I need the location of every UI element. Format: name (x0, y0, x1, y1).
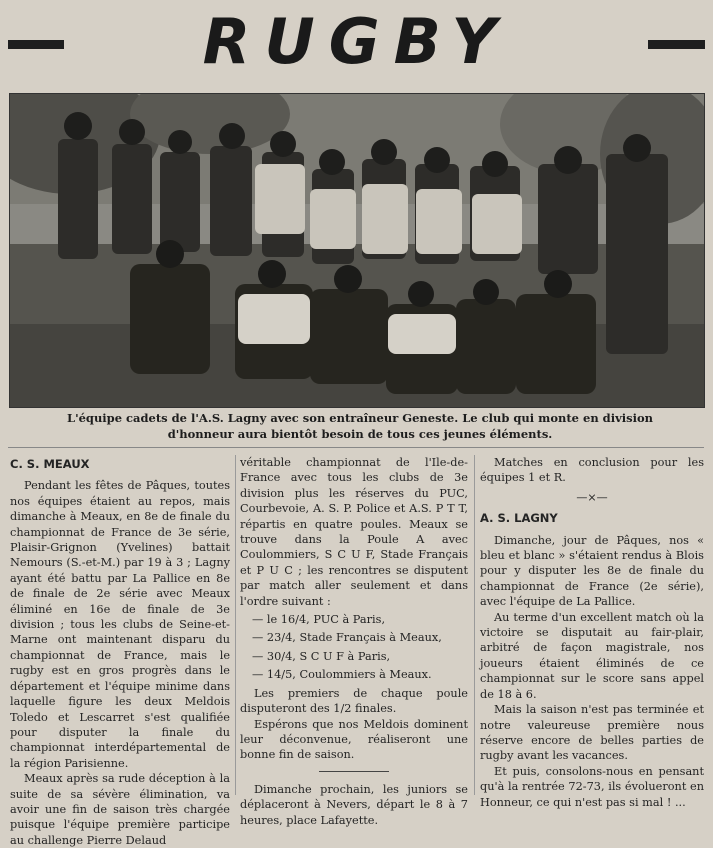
paragraph: Les premiers de chaque poule disputeront des 1/2 finales. (240, 686, 468, 716)
heading-as-lagny: A. S. LAGNY (480, 511, 558, 526)
right-rule-bar (648, 40, 705, 49)
x-separator: —×— (576, 490, 608, 504)
paragraph: Dimanche prochain, les juniors se déplaceront à Nevers, départ le 8 à 7 heures, place Lafayette. (240, 782, 468, 827)
fixture-item: — 23/4, Stade Français à Meaux, (252, 631, 442, 645)
fixture-item: — 30/4, S C U F à Paris, (252, 649, 391, 663)
paragraph: véritable championnat de l'Ile-de-France avec tous les clubs de 3e division plus les réserves du PUC, Courbevoie, A. S. P. Police et A.S. P T T, répartis en quatre poules. Meaux se trouve dans la Poule A avec Coulommiers, S C U F, Stade Français et P U C ; les rencontres se disputent par match aller seulement et dans l'ordre suivant : (240, 456, 468, 608)
paragraph: Dimanche, jour de Pâques, nos « bleu et blanc » s'étaient rendus à Blois pour y disputer les 8e de finale du championnat de France (2e série), avec l'équipe de La Pallice. (480, 533, 704, 609)
fixture-item: — 14/5, Coulommiers à Meaux. (252, 668, 432, 682)
section-divider (8, 447, 704, 448)
paragraph: Pendant les fêtes de Pâques, toutes nos équipes étaient au repos, mais dimanche à Meaux, en 8e de finale du championnat de France de 3e série, Plaisir-Grignon (Yvelines) battait Nemours (S.-et-M.) par 19 à 3 ; Lagny ayant été battu par La Pallice en 8e de finale de 2e série avec Meaux éliminé en 16e de finale de 3e division ; tous les clubs de Seine-et-Marne ont maintenant disparu du championnat de France, mais le rugby est en gros progrès dans le département et l'équipe minime dans laquelle figure les deux Meldois Toledo et Lescarret s'est qualifiée pour disputer la finale du championnat interdépartemental de la région Parisienne. (10, 479, 230, 770)
column-championship (240, 455, 468, 828)
column-cs-meaux (10, 455, 230, 848)
paragraph: Au terme d'un excellent match où la victoire se disputait au fair-plair, arbitré de façon magistrale, nos joueurs étaient éliminés de ce championnat sur le score sans appel de 18 à 6. (480, 610, 704, 701)
caption-line-2: d'honneur aura bientôt besoin de tous ces jeunes éléments. (167, 427, 553, 441)
masthead (0, 0, 713, 86)
paragraph: Espérons que nos Meldois dominent leur déconvenue, réaliseront une bonne fin de saison. (240, 717, 468, 762)
paragraph: Et puis, consolons-nous en pensant qu'à la rentrée 72-73, ils évolueront en Honneur, ce qui n'est pas si mal ! ... (480, 764, 704, 809)
photo-caption (20, 410, 700, 442)
heading-cs-meaux: C. S. MEAUX (10, 457, 90, 471)
short-separator (319, 771, 389, 772)
paragraph: Mais la saison n'est pas terminée et notre valeureuse première nous réserve encore de belles parties de rugby avant les vacances. (480, 703, 704, 763)
fixture-item: — le 16/4, PUC à Paris, (252, 613, 386, 627)
paragraph: Matches en conclusion pour les équipes 1 et R. (480, 456, 704, 485)
column-as-lagny (480, 455, 704, 810)
team-photo-illustration (10, 94, 704, 407)
team-photo (9, 93, 705, 408)
column-rule-1 (235, 455, 236, 795)
column-rule-2 (474, 455, 475, 795)
paragraph: Meaux après sa rude déception à la suite de sa sévère élimination, va avoir une fin de saison très chargée puisque l'équipe première participe au challenge Pierre Delaud (10, 772, 230, 847)
caption-line-1: L'équipe cadets de l'A.S. Lagny avec son entraîneur Geneste. Le club qui monte en division (66, 411, 654, 425)
headline: RUGBY (202, 5, 511, 78)
